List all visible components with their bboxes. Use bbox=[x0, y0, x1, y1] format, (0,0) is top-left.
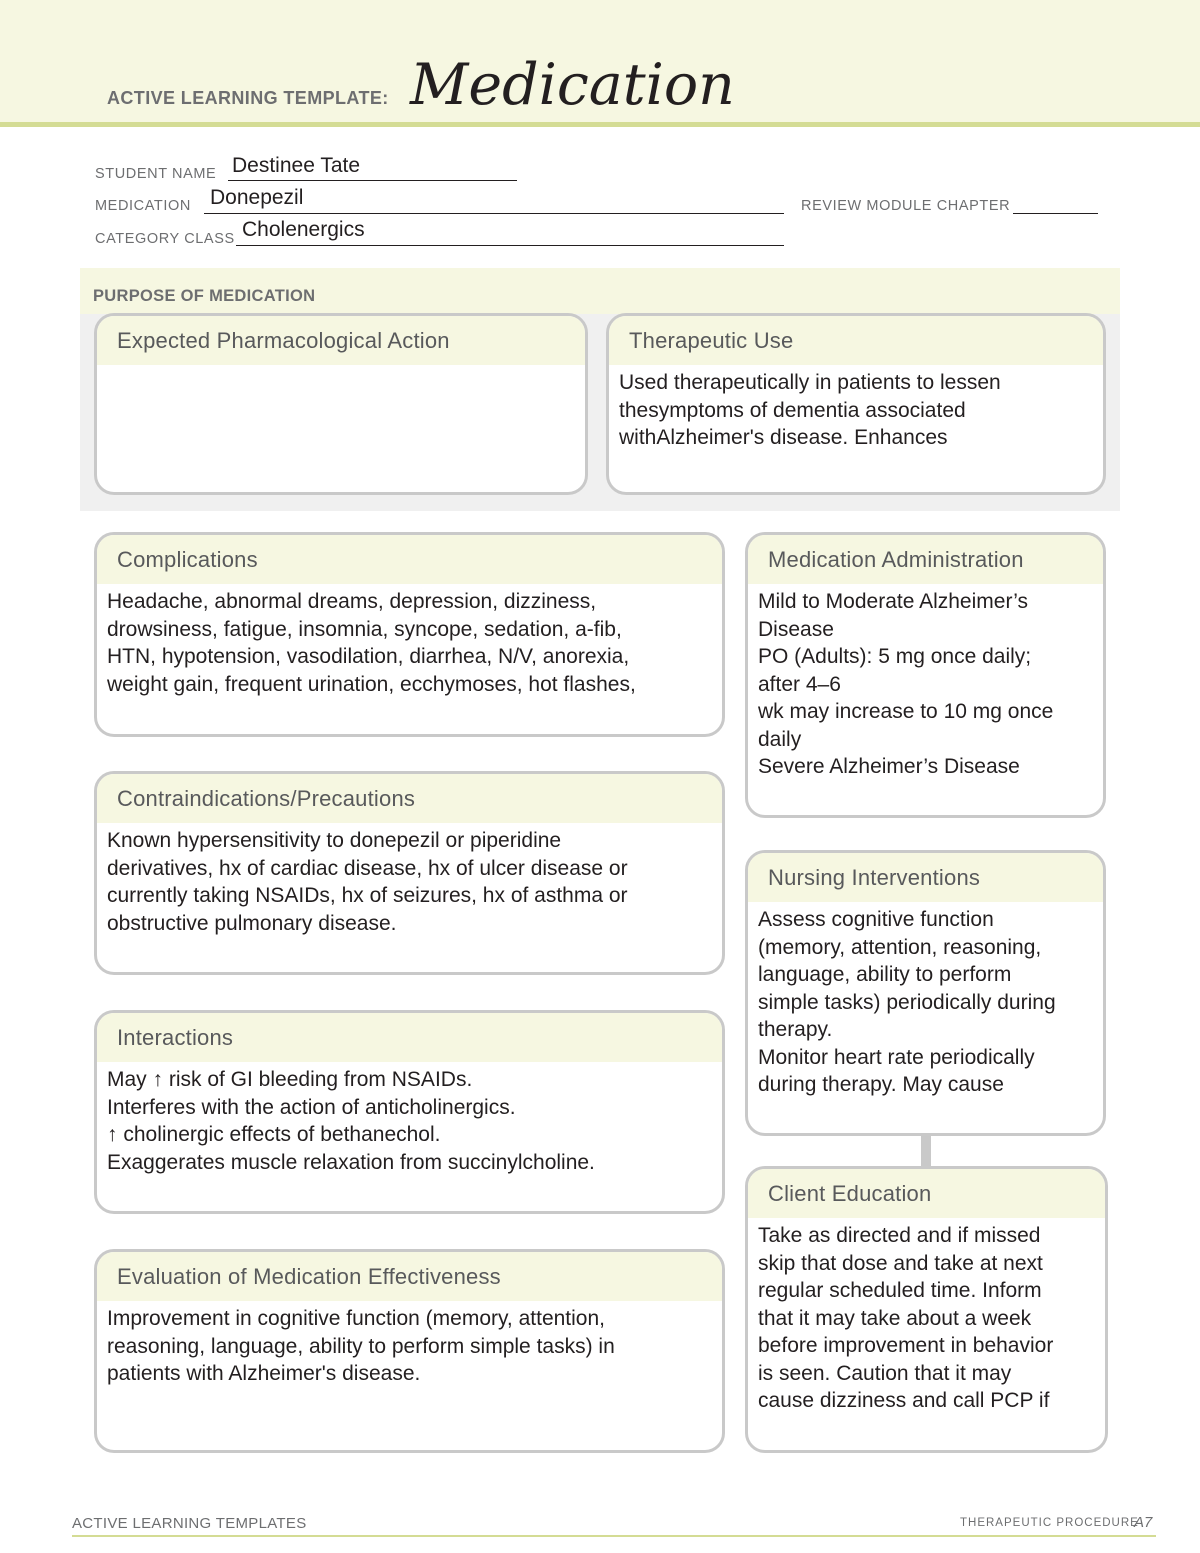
nursing-interventions-title: Nursing Interventions bbox=[748, 853, 1103, 902]
medication-administration-box bbox=[745, 532, 1106, 818]
student-name-line bbox=[228, 180, 517, 181]
medication-administration-title: Medication Administration bbox=[748, 535, 1103, 584]
evaluation-title: Evaluation of Medication Effectiveness bbox=[97, 1252, 722, 1301]
contraindications-box bbox=[94, 771, 725, 975]
complications-title: Complications bbox=[97, 535, 722, 584]
expected-action-box bbox=[94, 313, 588, 495]
medication-field[interactable]: Donepezil bbox=[210, 186, 304, 209]
footer-left: ACTIVE LEARNING TEMPLATES bbox=[72, 1515, 307, 1532]
review-module-line bbox=[1013, 213, 1098, 214]
header-rule bbox=[0, 122, 1200, 127]
client-education-text[interactable]: Take as directed and if missed skip that dose and take at next regular scheduled time. Inform that it may take about a week before improvement in behavior is seen. Caution that it may cause dizziness and call PCP if bbox=[758, 1224, 1054, 1412]
medication-administration-text[interactable]: Mild to Moderate Alzheimer’s Disease PO (Adults): 5 mg once daily; after 4–6 wk may increase to 10 mg once daily Severe Alzheimer’s Disease bbox=[758, 590, 1054, 778]
complications-text[interactable]: Headache, abnormal dreams, depression, dizziness, drowsiness, fatigue, insomnia, syncope, sedation, a-fib, HTN, hypotension, vasodilation, diarrhea, N/V, anorexia, weight gain, frequent urination, ecchymoses, hot flashes, bbox=[107, 590, 636, 696]
interactions-text[interactable]: May ↑ risk of GI bleeding from NSAIDs. Interferes with the action of anticholinergics. ↑ cholinergic effects of bethanechol. Exaggerates muscle relaxation from succinylcholine. bbox=[107, 1068, 595, 1174]
nursing-interventions-box bbox=[745, 850, 1106, 1136]
client-education-title: Client Education bbox=[748, 1169, 1105, 1218]
evaluation-box bbox=[94, 1249, 725, 1453]
category-class-field[interactable]: Cholenergics bbox=[242, 218, 365, 241]
nursing-interventions-text[interactable]: Assess cognitive function (memory, attention, reasoning, language, ability to perform simple tasks) periodically during therapy. Monitor heart rate periodically during therapy. May cause bbox=[758, 908, 1056, 1096]
therapeutic-use-box bbox=[606, 313, 1106, 495]
review-module-label: REVIEW MODULE CHAPTER bbox=[801, 198, 1011, 214]
contraindications-title: Contraindications/Precautions bbox=[97, 774, 722, 823]
therapeutic-use-title: Therapeutic Use bbox=[609, 316, 1103, 365]
contraindications-text[interactable]: Known hypersensitivity to donepezil or piperidine derivatives, hx of cardiac disease, hx of ulcer disease or currently taking NSAIDs, hx of seizures, hx of asthma or obstructive pulmonary disease. bbox=[107, 829, 628, 935]
complications-box bbox=[94, 532, 725, 737]
therapeutic-use-text[interactable]: Used therapeutically in patients to lessen thesymptoms of dementia associated withAlzheimer's disease. Enhances bbox=[619, 371, 1001, 449]
expected-action-text[interactable] bbox=[97, 365, 585, 369]
interactions-title: Interactions bbox=[97, 1013, 722, 1062]
evaluation-text[interactable]: Improvement in cognitive function (memory, attention, reasoning, language, ability to perform simple tasks) in patients with Alzheimer's disease. bbox=[107, 1307, 615, 1385]
purpose-label: PURPOSE OF MEDICATION bbox=[93, 287, 316, 305]
student-name-label: STUDENT NAME bbox=[95, 166, 217, 182]
page-number: A7 bbox=[1134, 1514, 1153, 1531]
footer-rule bbox=[72, 1535, 1156, 1537]
category-class-line bbox=[236, 245, 784, 246]
medication-line bbox=[204, 213, 784, 214]
interactions-box bbox=[94, 1010, 725, 1214]
student-name-field[interactable]: Destinee Tate bbox=[232, 154, 361, 177]
page-title: Medication bbox=[410, 52, 735, 118]
medication-label: MEDICATION bbox=[95, 198, 191, 214]
category-class-label: CATEGORY CLASS bbox=[95, 231, 235, 247]
client-education-box bbox=[745, 1166, 1108, 1453]
connector-bar bbox=[921, 1136, 931, 1166]
footer-right: THERAPEUTIC PROCEDURE bbox=[960, 1517, 1139, 1529]
expected-action-title: Expected Pharmacological Action bbox=[97, 316, 585, 365]
template-prefix: ACTIVE LEARNING TEMPLATE: bbox=[107, 88, 389, 108]
